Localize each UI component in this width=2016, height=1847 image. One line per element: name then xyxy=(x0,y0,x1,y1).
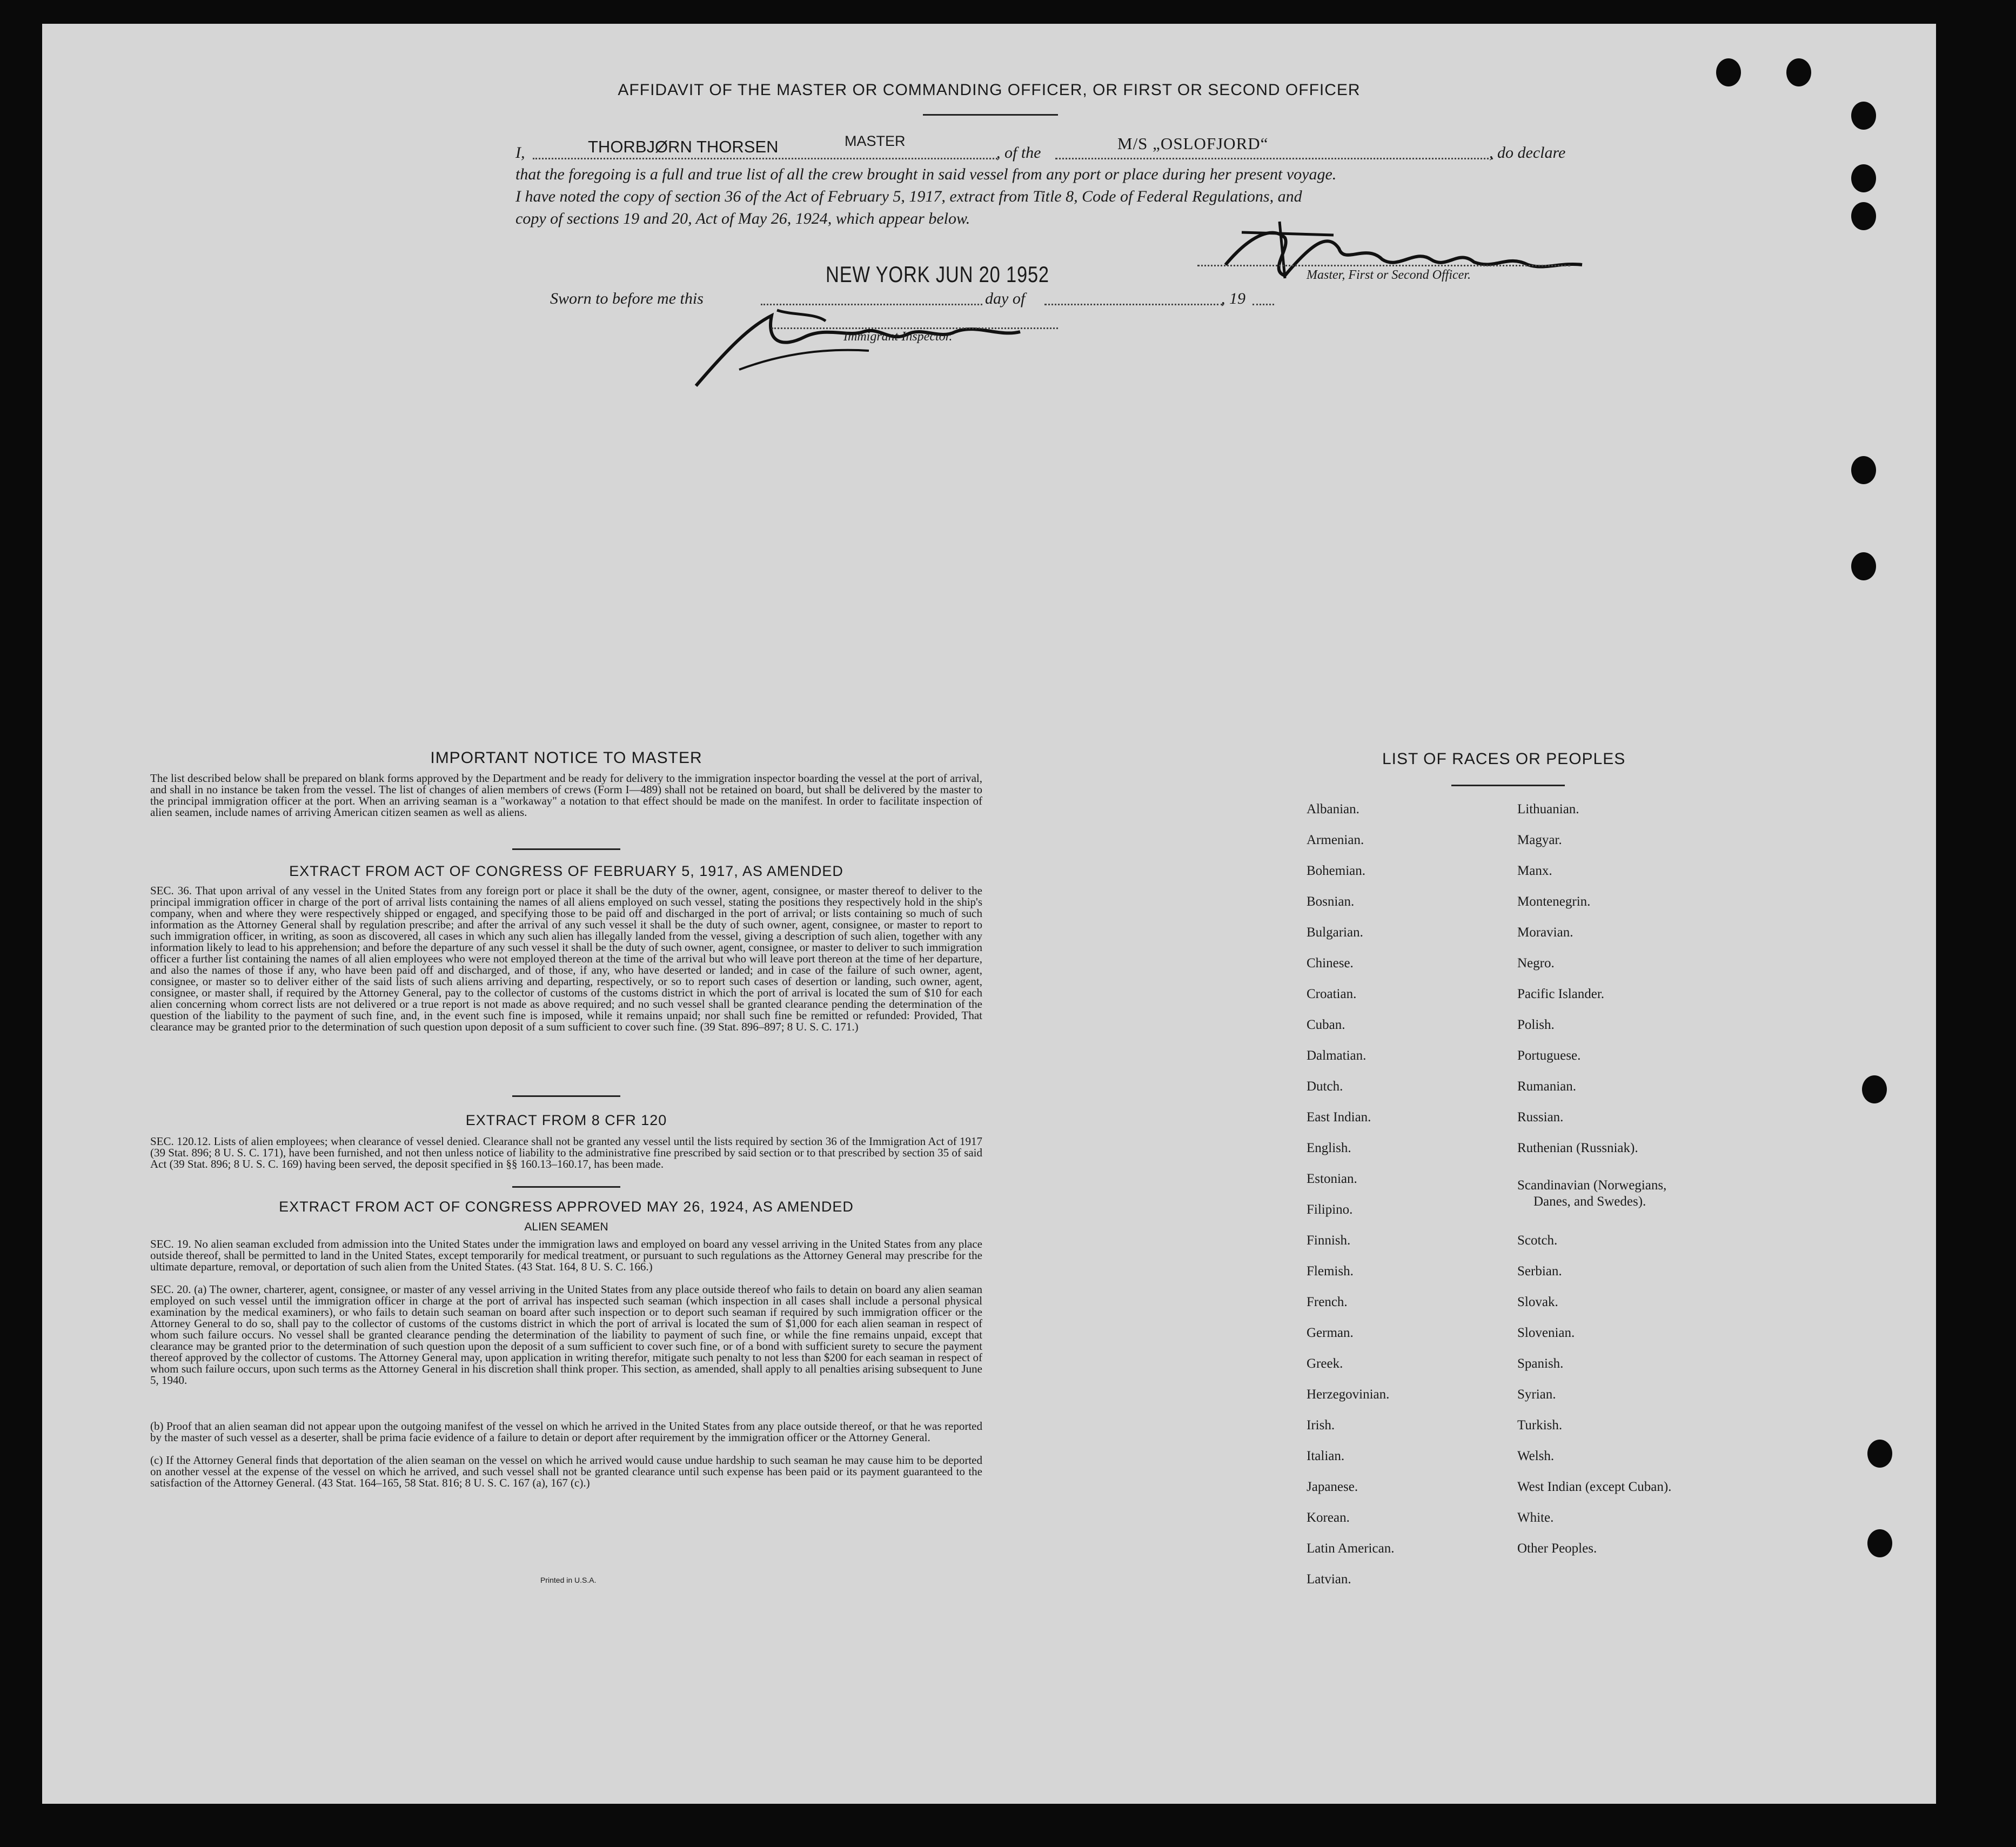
race-item: Negro. xyxy=(1517,956,1555,971)
sec-20c-text: (c) If the Attorney General finds that deportation of the alien seaman on the vessel on which he arrived would cause undue hardship to such seaman he may cause him to be deported on another vessel at the expense of the vessel on which he arrived, and such vessel shall not be granted clearance until such expense has been paid or its payment guaranteed to the satisfaction of the Attorney General. (43 Stat. 164–165, 58 Stat. 816; 8 U. S. C. 167 (a), 167 (c).) xyxy=(150,1454,982,1489)
rank: MASTER xyxy=(845,133,906,149)
race-item: Danes, and Swedes). xyxy=(1533,1194,1646,1209)
race-item: German. xyxy=(1307,1326,1354,1340)
race-item: Albanian. xyxy=(1307,802,1359,817)
race-item: Scandinavian (Norwegians, xyxy=(1517,1178,1667,1193)
document-page xyxy=(42,24,1936,1804)
race-item: Greek. xyxy=(1307,1356,1343,1371)
notice-title: IMPORTANT NOTICE TO MASTER xyxy=(430,749,702,767)
name-line xyxy=(533,157,997,159)
race-item: Rumanian. xyxy=(1517,1079,1577,1094)
punch-hole xyxy=(1851,202,1876,230)
race-item: Estonian. xyxy=(1307,1172,1357,1186)
divider xyxy=(512,1186,620,1188)
race-item: Cuban. xyxy=(1307,1018,1345,1032)
race-item: Polish. xyxy=(1517,1018,1555,1032)
race-item: Ruthenian (Russniak). xyxy=(1517,1141,1638,1155)
race-item: Spanish. xyxy=(1517,1356,1564,1371)
affidavit-title: AFFIDAVIT OF THE MASTER OR COMMANDING OFFICER, OR FIRST OR SECOND OFFICER xyxy=(618,81,1361,99)
race-item: White. xyxy=(1517,1510,1554,1525)
signature-line xyxy=(1197,264,1570,266)
printed-in-usa: Printed in U.S.A. xyxy=(540,1576,597,1584)
cfr-text: SEC. 120.12. Lists of alien employees; when clearance of vessel denied. Clearance shall not be granted any vessel until the lists required by section 36 of the Immigration Act of 1917 (39 Stat. 896; 8 U. S. C. 171), have been furnished, and not then unless notice of liability to the administrative fine prescribed by said section or to that prescribed by section 35 of said Act (39 Stat. 896; 8 U. S. C. 169) having been served, the deposit specified in §§ 160.13–160.17, has been made. xyxy=(150,1135,982,1170)
race-item: Dutch. xyxy=(1307,1079,1343,1094)
race-item: East Indian. xyxy=(1307,1110,1371,1125)
punch-hole xyxy=(1851,164,1876,192)
race-item: Slovenian. xyxy=(1517,1326,1575,1340)
race-item: Chinese. xyxy=(1307,956,1354,971)
extract-1917-text: SEC. 36. That upon arrival of any vessel in the United States from any foreign port or place it shall be the duty of the owner, agent, consignee, or master thereof to deliver to the principal immigration officer in charge of the port of arrival lists containing the names of all aliens employed on such vessel, stating the positions they respectively hold in the ship's company, when and where they were respectively shipped or engaged, and specifying those to be paid off and discharged in the port of arrival; or lists containing so much of such information as the Attorney General shall by regulation prescribe; and after the arrival of any such vessel it shall be the duty of such owner, agent, consignee, or master to report to such immigration officer, in writing, as soon as discovered, all cases in which any such alien has illegally landed from the vessel, giving a description of such alien, together with any information likely to lead to his apprehension; and before the departure of any such vessel it shall be the duty of such owner, agent, consignee, or master to deliver to such immigration officer a further list containing the names of all alien employees who were not employed thereon at the time of the arrival but who will leave port thereon at the time of her departure, and also the names of those if any, who have been paid off and discharged, and of those, if any, who have deserted or landed; and in case of the failure of such owner, agent, consignee, or master so to deliver either of the said lists of such aliens arriving and departing, respectively, or so to report such cases of desertion or landing, such owner, agent, consignee, or master shall, if required by the Attorney General, pay to the collector of customs of the customs district in which the port of arrival is located the sum of $10 for each alien concerning whom correct lists are not delivered or a true report is not made as above required; and no such vessel shall be granted clearance pending the determination of the question of the liability to the payment of such fine, and, in the event such fine is imposed, while it remains unpaid; nor shall such fine be remitted or refunded: Provided, That clearance may be granted prior to the determination of such question upon deposit of a sum sufficient to cover such fine. (39 Stat. 896–897; 8 U. S. C. 171.) xyxy=(150,884,982,1033)
race-item: Bulgarian. xyxy=(1307,925,1363,940)
punch-hole xyxy=(1851,552,1876,580)
race-item: Russian. xyxy=(1517,1110,1564,1125)
race-item: Filipino. xyxy=(1307,1202,1353,1217)
affidavit-line-4: copy of sections 19 and 20, Act of May 26, 1924, which appear below. xyxy=(515,210,970,227)
year-line xyxy=(1253,303,1274,305)
date-stamp: NEW YORK JUN 20 1952 xyxy=(826,262,1049,287)
race-item: Irish. xyxy=(1307,1418,1335,1433)
race-item: Lithuanian. xyxy=(1517,802,1579,817)
sworn-label: Sworn to before me this xyxy=(550,290,704,307)
race-item: French. xyxy=(1307,1295,1348,1309)
master-name: THORBJØRN THORSEN xyxy=(588,137,779,156)
punch-hole xyxy=(1867,1440,1892,1468)
inspector-line xyxy=(772,326,1058,329)
races-title: LIST OF RACES OR PEOPLES xyxy=(1382,750,1626,768)
do-declare-label: , do declare xyxy=(1489,144,1566,162)
race-item: Moravian. xyxy=(1517,925,1573,940)
race-item: Slovak. xyxy=(1517,1295,1558,1309)
sec-19-text: SEC. 19. No alien seaman excluded from admission into the United States under the immigration laws and employed on board any vessel arriving in the United States from any place outside thereof, shall be permitted to land in the United States, except temporarily for medical treatment, or pursuant to such regulations as the Attorney General may prescribe for the ultimate departure, removal, or deportation of such alien from the United States. (43 Stat. 164, 8 U. S. C. 166.) xyxy=(150,1237,982,1273)
race-item: Finnish. xyxy=(1307,1233,1351,1248)
race-item: Croatian. xyxy=(1307,987,1357,1001)
race-item: Bosnian. xyxy=(1307,894,1355,909)
signature-caption: Master, First or Second Officer. xyxy=(1307,268,1471,282)
affidavit-line-2: that the foregoing is a full and true list of all the crew brought in said vessel from any port or place during her present voyage. xyxy=(515,165,1337,183)
vessel-name: M/S „OSLOFJORD“ xyxy=(1117,134,1269,153)
punch-hole xyxy=(1862,1075,1887,1103)
race-item: Armenian. xyxy=(1307,833,1364,847)
extract-1917-title: EXTRACT FROM ACT OF CONGRESS OF FEBRUARY 5, 1917, AS AMENDED xyxy=(289,863,843,879)
race-item: West Indian (except Cuban). xyxy=(1517,1480,1672,1494)
of-the-label: , of the xyxy=(996,144,1041,162)
notice-text: The list described below shall be prepared on blank forms approved by the Department and be ready for delivery to the immigration inspector boarding the vessel at the port of arrival, and shall in no instance be taken from the vessel. The list of changes of alien members of crews (Form I—489) shall not be retained on board, but shall be delivered by the master to the principal immigration officer at the port. When an arriving seaman is a "workaway" a notation to that effect should be made on the manifest. In order to facilitate inspection of alien seamen, include names of arriving American citizen seamen as well as aliens. xyxy=(150,772,982,819)
punch-hole xyxy=(1851,102,1876,130)
race-item: Japanese. xyxy=(1307,1480,1358,1494)
divider xyxy=(512,1095,620,1097)
sec-20a-text: SEC. 20. (a) The owner, charterer, agent, consignee, or master of any vessel arriving in the United States from any place outside thereof who fails to detain on board any alien seaman employed on such vessel until the immigration officer in charge at the port of arrival has inspected such seaman (which inspection in all cases shall include a personal physical examination by the medical examiners), or who fails to detain such seaman on board after such inspection or to deport such seaman if required by such immigration officer or the Attorney General to do so, shall pay to the collector of customs of the customs district in which the port of arrival is located the sum of $1,000 for each alien seaman in respect of whom such failure occurs. No vessel shall be granted clearance pending the determination of the liability to payment of such fine, or while the fine remains unpaid, except that clearance may be granted prior to the determination of such question upon the deposit of a sum sufficient to cover such fine, or of a bond with sufficient surety to secure the payment thereof approved by the collector of customs. The Attorney General may, upon application in writing therefor, mitigate such penalty to not less than $200 for each seaman in respect of whom such failure occurs, upon such terms as the Attorney General in his discretion shall think proper. This section, as amended, shall apply to all penalties arising subsequent to June 5, 1940. xyxy=(150,1283,982,1387)
vessel-line xyxy=(1055,157,1493,159)
inspector-caption: Immigrant Inspector. xyxy=(843,330,953,344)
race-item: Manx. xyxy=(1517,864,1552,878)
punch-hole xyxy=(1786,58,1811,86)
race-item: Herzegovinian. xyxy=(1307,1387,1390,1402)
race-item: Korean. xyxy=(1307,1510,1350,1525)
race-item: Italian. xyxy=(1307,1449,1345,1463)
affidavit-line-3: I have noted the copy of section 36 of the Act of February 5, 1917, extract from Title 8, Code of Federal Regulations, and xyxy=(515,188,1302,205)
divider xyxy=(1451,785,1565,786)
race-item: Magyar. xyxy=(1517,833,1562,847)
punch-hole xyxy=(1851,456,1876,484)
race-item: Latvian. xyxy=(1307,1572,1351,1587)
race-item: Other Peoples. xyxy=(1517,1541,1597,1556)
i-label: I, xyxy=(515,144,525,162)
race-item: Syrian. xyxy=(1517,1387,1556,1402)
extract-1924-title: EXTRACT FROM ACT OF CONGRESS APPROVED MAY 26, 1924, AS AMENDED xyxy=(279,1199,854,1215)
alien-seamen-subtitle: ALIEN SEAMEN xyxy=(524,1221,608,1233)
day-of-label: day of xyxy=(985,290,1026,307)
race-item: Serbian. xyxy=(1517,1264,1562,1279)
sec-20b-text: (b) Proof that an alien seaman did not appear upon the outgoing manifest of the vessel on which he arrived in the United States from any place outside thereof, or that he was reported by the master of such vessel as a deserter, shall be prima facie evidence of a failure to detain or deport after requirement by the immigration officer or the Attorney General. xyxy=(150,1420,982,1444)
cfr-title: EXTRACT FROM 8 CFR 120 xyxy=(465,1112,667,1128)
race-item: Portuguese. xyxy=(1517,1048,1581,1063)
race-item: Latin American. xyxy=(1307,1541,1395,1556)
race-item: Dalmatian. xyxy=(1307,1048,1367,1063)
race-item: Scotch. xyxy=(1517,1233,1558,1248)
race-item: Turkish. xyxy=(1517,1418,1563,1433)
race-item: Pacific Islander. xyxy=(1517,987,1605,1001)
punch-hole xyxy=(1867,1529,1892,1557)
race-item: Flemish. xyxy=(1307,1264,1354,1279)
race-item: Montenegrin. xyxy=(1517,894,1591,909)
divider xyxy=(512,848,620,850)
race-item: Bohemian. xyxy=(1307,864,1366,878)
divider xyxy=(923,114,1058,116)
year-prefix: , 19 xyxy=(1221,290,1245,307)
race-item: English. xyxy=(1307,1141,1351,1155)
race-item: Welsh. xyxy=(1517,1449,1555,1463)
punch-hole xyxy=(1716,58,1741,86)
